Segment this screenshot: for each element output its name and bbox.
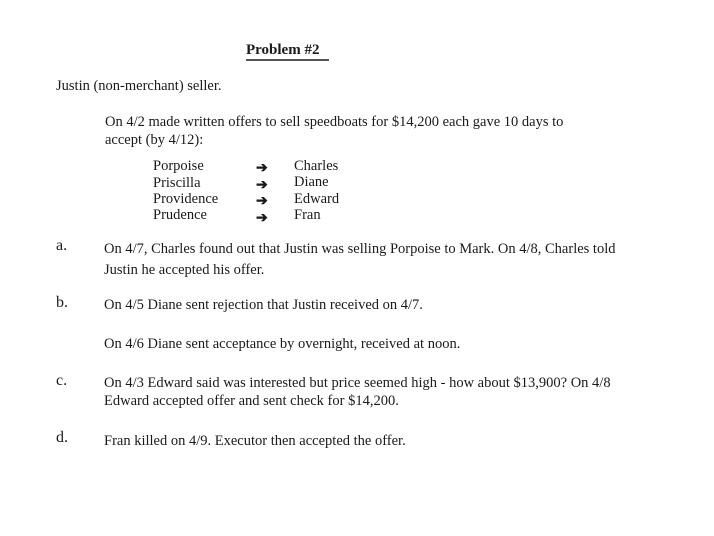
offer-line-2: accept (by 4/12): [105, 132, 204, 148]
buyer-name: Fran [294, 207, 321, 223]
item-c-line-1: On 4/3 Edward said was interested but price seemed high - how about $13,900? On 4/8 [104, 375, 611, 391]
offer-line-1: On 4/2 made written offers to sell speedboats for $14,200 each gave 10 days to [105, 114, 564, 130]
buyer-name: Charles [294, 158, 339, 174]
boat-name: Porpoise [153, 158, 204, 174]
intro-text: Justin (non-merchant) seller. [56, 78, 222, 94]
item-b-line-2: On 4/6 Diane sent acceptance by overnight, received at noon. [104, 336, 461, 352]
item-marker: b. [56, 294, 68, 311]
item-marker: a. [56, 237, 68, 254]
page-title: Problem #2 [246, 42, 320, 58]
boat-name: Providence [153, 191, 219, 207]
buyer-name: Edward [294, 191, 340, 207]
item-c-line-2: Edward accepted offer and sent check for $14,200. [104, 393, 399, 409]
boat-name: Priscilla [153, 175, 201, 191]
item-marker: d. [56, 429, 68, 446]
item-a-line-2: Justin he accepted his offer. [104, 262, 265, 278]
arrow-right-icon: ➔ [256, 194, 268, 209]
title-underline [246, 59, 329, 61]
buyer-name: Diane [294, 174, 329, 190]
item-a-line-1: On 4/7, Charles found out that Justin was selling Porpoise to Mark. On 4/8, Charles told [104, 241, 616, 257]
item-marker: c. [56, 372, 68, 389]
arrow-right-icon: ➔ [256, 161, 268, 176]
item-b-line-1: On 4/5 Diane sent rejection that Justin received on 4/7. [104, 297, 423, 313]
arrow-right-icon: ➔ [256, 178, 268, 193]
item-d-line-1: Fran killed on 4/9. Executor then accepted the offer. [104, 433, 406, 449]
boat-name: Prudence [153, 207, 207, 223]
arrow-right-icon: ➔ [256, 211, 268, 226]
